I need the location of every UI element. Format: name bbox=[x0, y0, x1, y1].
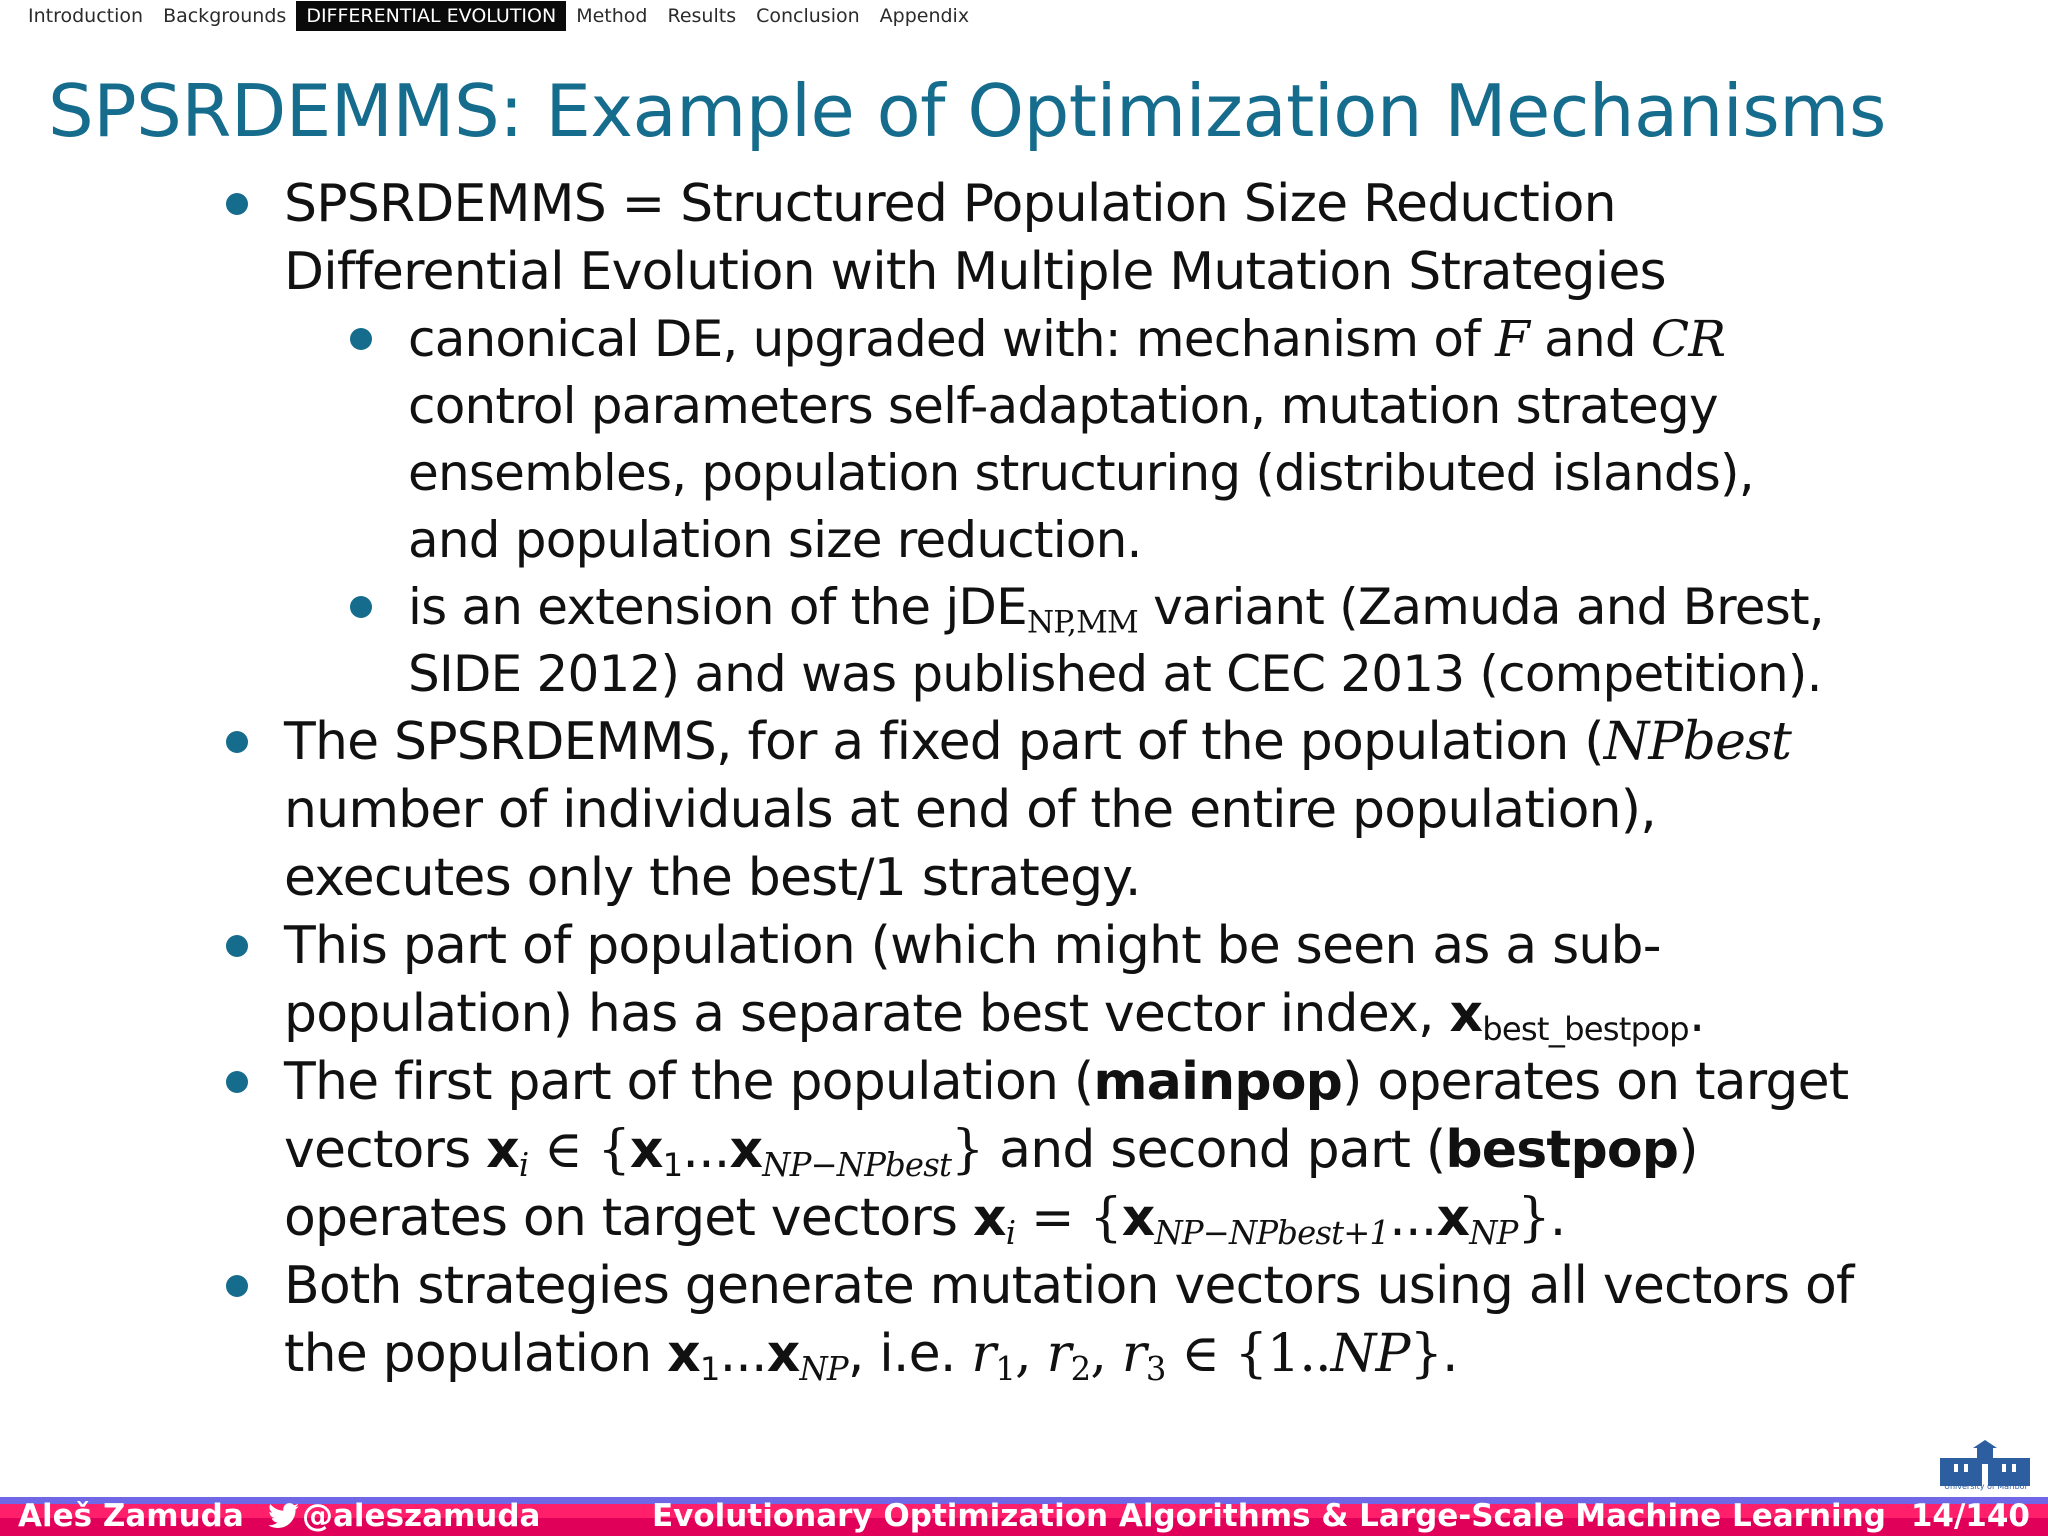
footer-bar bbox=[0, 1497, 2048, 1536]
math-subscript: NP bbox=[1469, 1214, 1518, 1253]
bullet-dot bbox=[226, 1275, 248, 1297]
math-subscript: 1 bbox=[995, 1350, 1016, 1389]
nav-differential-evolution[interactable]: DIFFERENTIAL EVOLUTION bbox=[296, 1, 566, 31]
math-r: r bbox=[971, 1324, 996, 1384]
text-span: . bbox=[1688, 984, 1705, 1044]
math-dots: ... bbox=[682, 1120, 730, 1180]
bullet-mutation-vectors bbox=[220, 1252, 1860, 1388]
math-subscript: NP bbox=[799, 1350, 848, 1389]
footer-twitter[interactable] bbox=[268, 1497, 540, 1535]
nav-conclusion[interactable]: Conclusion bbox=[756, 4, 860, 27]
math-vector-x: x bbox=[1449, 984, 1483, 1044]
text-span: , i.e. bbox=[847, 1324, 972, 1384]
slide-content bbox=[220, 170, 1860, 1388]
text-span: number of individuals at end of the entire population), executes only the best/1 strategy. bbox=[284, 780, 1656, 908]
text-span: . bbox=[1549, 1188, 1566, 1248]
nav-method[interactable]: Method bbox=[576, 4, 648, 27]
text-span: The first part of the population ( bbox=[284, 1052, 1094, 1112]
math-r: r bbox=[1046, 1324, 1071, 1384]
bullet-definition bbox=[220, 170, 1860, 306]
footer-text bbox=[0, 1497, 2048, 1536]
math-f: F bbox=[1495, 310, 1530, 368]
math-subscript: 1 bbox=[662, 1146, 683, 1185]
footer-talk-title: Evolutionary Optimization Algorithms & Large-Scale Machine Learning bbox=[652, 1498, 1886, 1534]
math-comma: , bbox=[1015, 1324, 1047, 1384]
bullet-dot bbox=[226, 935, 248, 957]
math-subscript: best_bestpop bbox=[1482, 1010, 1689, 1049]
definition-text: SPSRDEMMS = Structured Population Size Reduction Differential Evolution with Multiple Mutation Strategies bbox=[284, 174, 1666, 302]
sub-bullet-extension bbox=[220, 574, 1860, 708]
nav-results[interactable]: Results bbox=[667, 4, 737, 27]
twitter-bird-icon bbox=[268, 1503, 300, 1529]
math-r: r bbox=[1121, 1324, 1146, 1384]
math-subscript: 1 bbox=[699, 1350, 720, 1389]
text-span: Both strategies generate mutation vectors using all vectors of the population bbox=[284, 1256, 1854, 1384]
text-span: is an extension of the jDE bbox=[408, 578, 1027, 636]
nav-introduction[interactable]: Introduction bbox=[28, 4, 144, 27]
math-vector-x: x bbox=[486, 1120, 519, 1180]
math-subscript: 3 bbox=[1145, 1350, 1166, 1389]
math-brace: } bbox=[1409, 1324, 1442, 1384]
math-vector-x: x bbox=[1436, 1188, 1470, 1248]
text-span: canonical DE, upgraded with: mechanism of bbox=[408, 310, 1496, 368]
math-dots: ... bbox=[719, 1324, 767, 1384]
text-span: This part of population (which might be seen as a sub-population) has a separate best vector index, bbox=[284, 916, 1661, 1044]
bullet-dot bbox=[350, 328, 372, 350]
math-subscript: NP,MM bbox=[1026, 604, 1138, 641]
bullet-best-strategy bbox=[220, 708, 1860, 912]
math-brace: } bbox=[951, 1120, 984, 1180]
text-span: ) operates on target vectors bbox=[284, 1052, 1849, 1180]
text-span: and second part ( bbox=[983, 1120, 1446, 1180]
bullet-dot bbox=[350, 596, 372, 618]
text-span: ) operates on target vectors bbox=[284, 1120, 1698, 1248]
math-subscript: i bbox=[518, 1146, 529, 1185]
math-subscript: 2 bbox=[1070, 1350, 1091, 1389]
math-relation: = { bbox=[1015, 1188, 1122, 1248]
math-vector-x: x bbox=[766, 1324, 800, 1384]
math-vector-x: x bbox=[972, 1188, 1006, 1248]
text-span: The SPSRDEMMS, for a fixed part of the population ( bbox=[284, 712, 1604, 772]
text-span: and bbox=[1529, 310, 1651, 368]
term-bestpop: bestpop bbox=[1445, 1120, 1679, 1180]
logo-caption: University of Maribor bbox=[1944, 1482, 2028, 1491]
footer-twitter-handle: @aleszamuda bbox=[302, 1498, 541, 1534]
nav-appendix[interactable]: Appendix bbox=[879, 4, 970, 27]
math-vector-x: x bbox=[629, 1120, 663, 1180]
footer-author: Aleš Zamuda bbox=[18, 1498, 244, 1534]
bullet-population-parts bbox=[220, 1048, 1860, 1252]
math-vector-x: x bbox=[667, 1324, 700, 1384]
math-dots: ... bbox=[1389, 1188, 1437, 1248]
nav-backgrounds[interactable]: Backgrounds bbox=[163, 4, 287, 27]
math-vector-x: x bbox=[1121, 1188, 1155, 1248]
sub-bullet-upgrades bbox=[220, 306, 1860, 574]
term-mainpop: mainpop bbox=[1093, 1052, 1343, 1112]
math-brace: } bbox=[1517, 1188, 1550, 1248]
bullet-dot bbox=[226, 731, 248, 753]
math-cr: CR bbox=[1650, 310, 1726, 368]
bullet-subpopulation bbox=[220, 912, 1860, 1048]
math-subscript: i bbox=[1005, 1214, 1016, 1253]
footer-page-number: 14/140 bbox=[1910, 1498, 2030, 1534]
text-span: . bbox=[1441, 1324, 1458, 1384]
math-relation: ∈ { bbox=[528, 1120, 630, 1180]
slide-title: SPSRDEMMS: Example of Optimization Mechanisms bbox=[48, 69, 1886, 153]
math-vector-x: x bbox=[729, 1120, 763, 1180]
text-span: variant (Zamuda and Brest, SIDE 2012) and was published at CEC 2013 (competition). bbox=[408, 578, 1824, 703]
math-comma: , bbox=[1090, 1324, 1122, 1384]
bullet-dot bbox=[226, 1071, 248, 1093]
math-npbest: NPbest bbox=[1603, 712, 1792, 772]
text-span: control parameters self-adaptation, mutation strategy ensembles, population structuring (distributed islands), and population size reduction. bbox=[408, 377, 1754, 569]
bullet-dot bbox=[226, 193, 248, 215]
section-nav bbox=[0, 0, 2048, 31]
math-subscript: NP−NPbest+1 bbox=[1154, 1214, 1390, 1253]
math-subscript: NP−NPbest bbox=[762, 1146, 952, 1185]
math-np: NP bbox=[1330, 1324, 1410, 1384]
math-relation: ∈ {1.. bbox=[1165, 1324, 1331, 1384]
